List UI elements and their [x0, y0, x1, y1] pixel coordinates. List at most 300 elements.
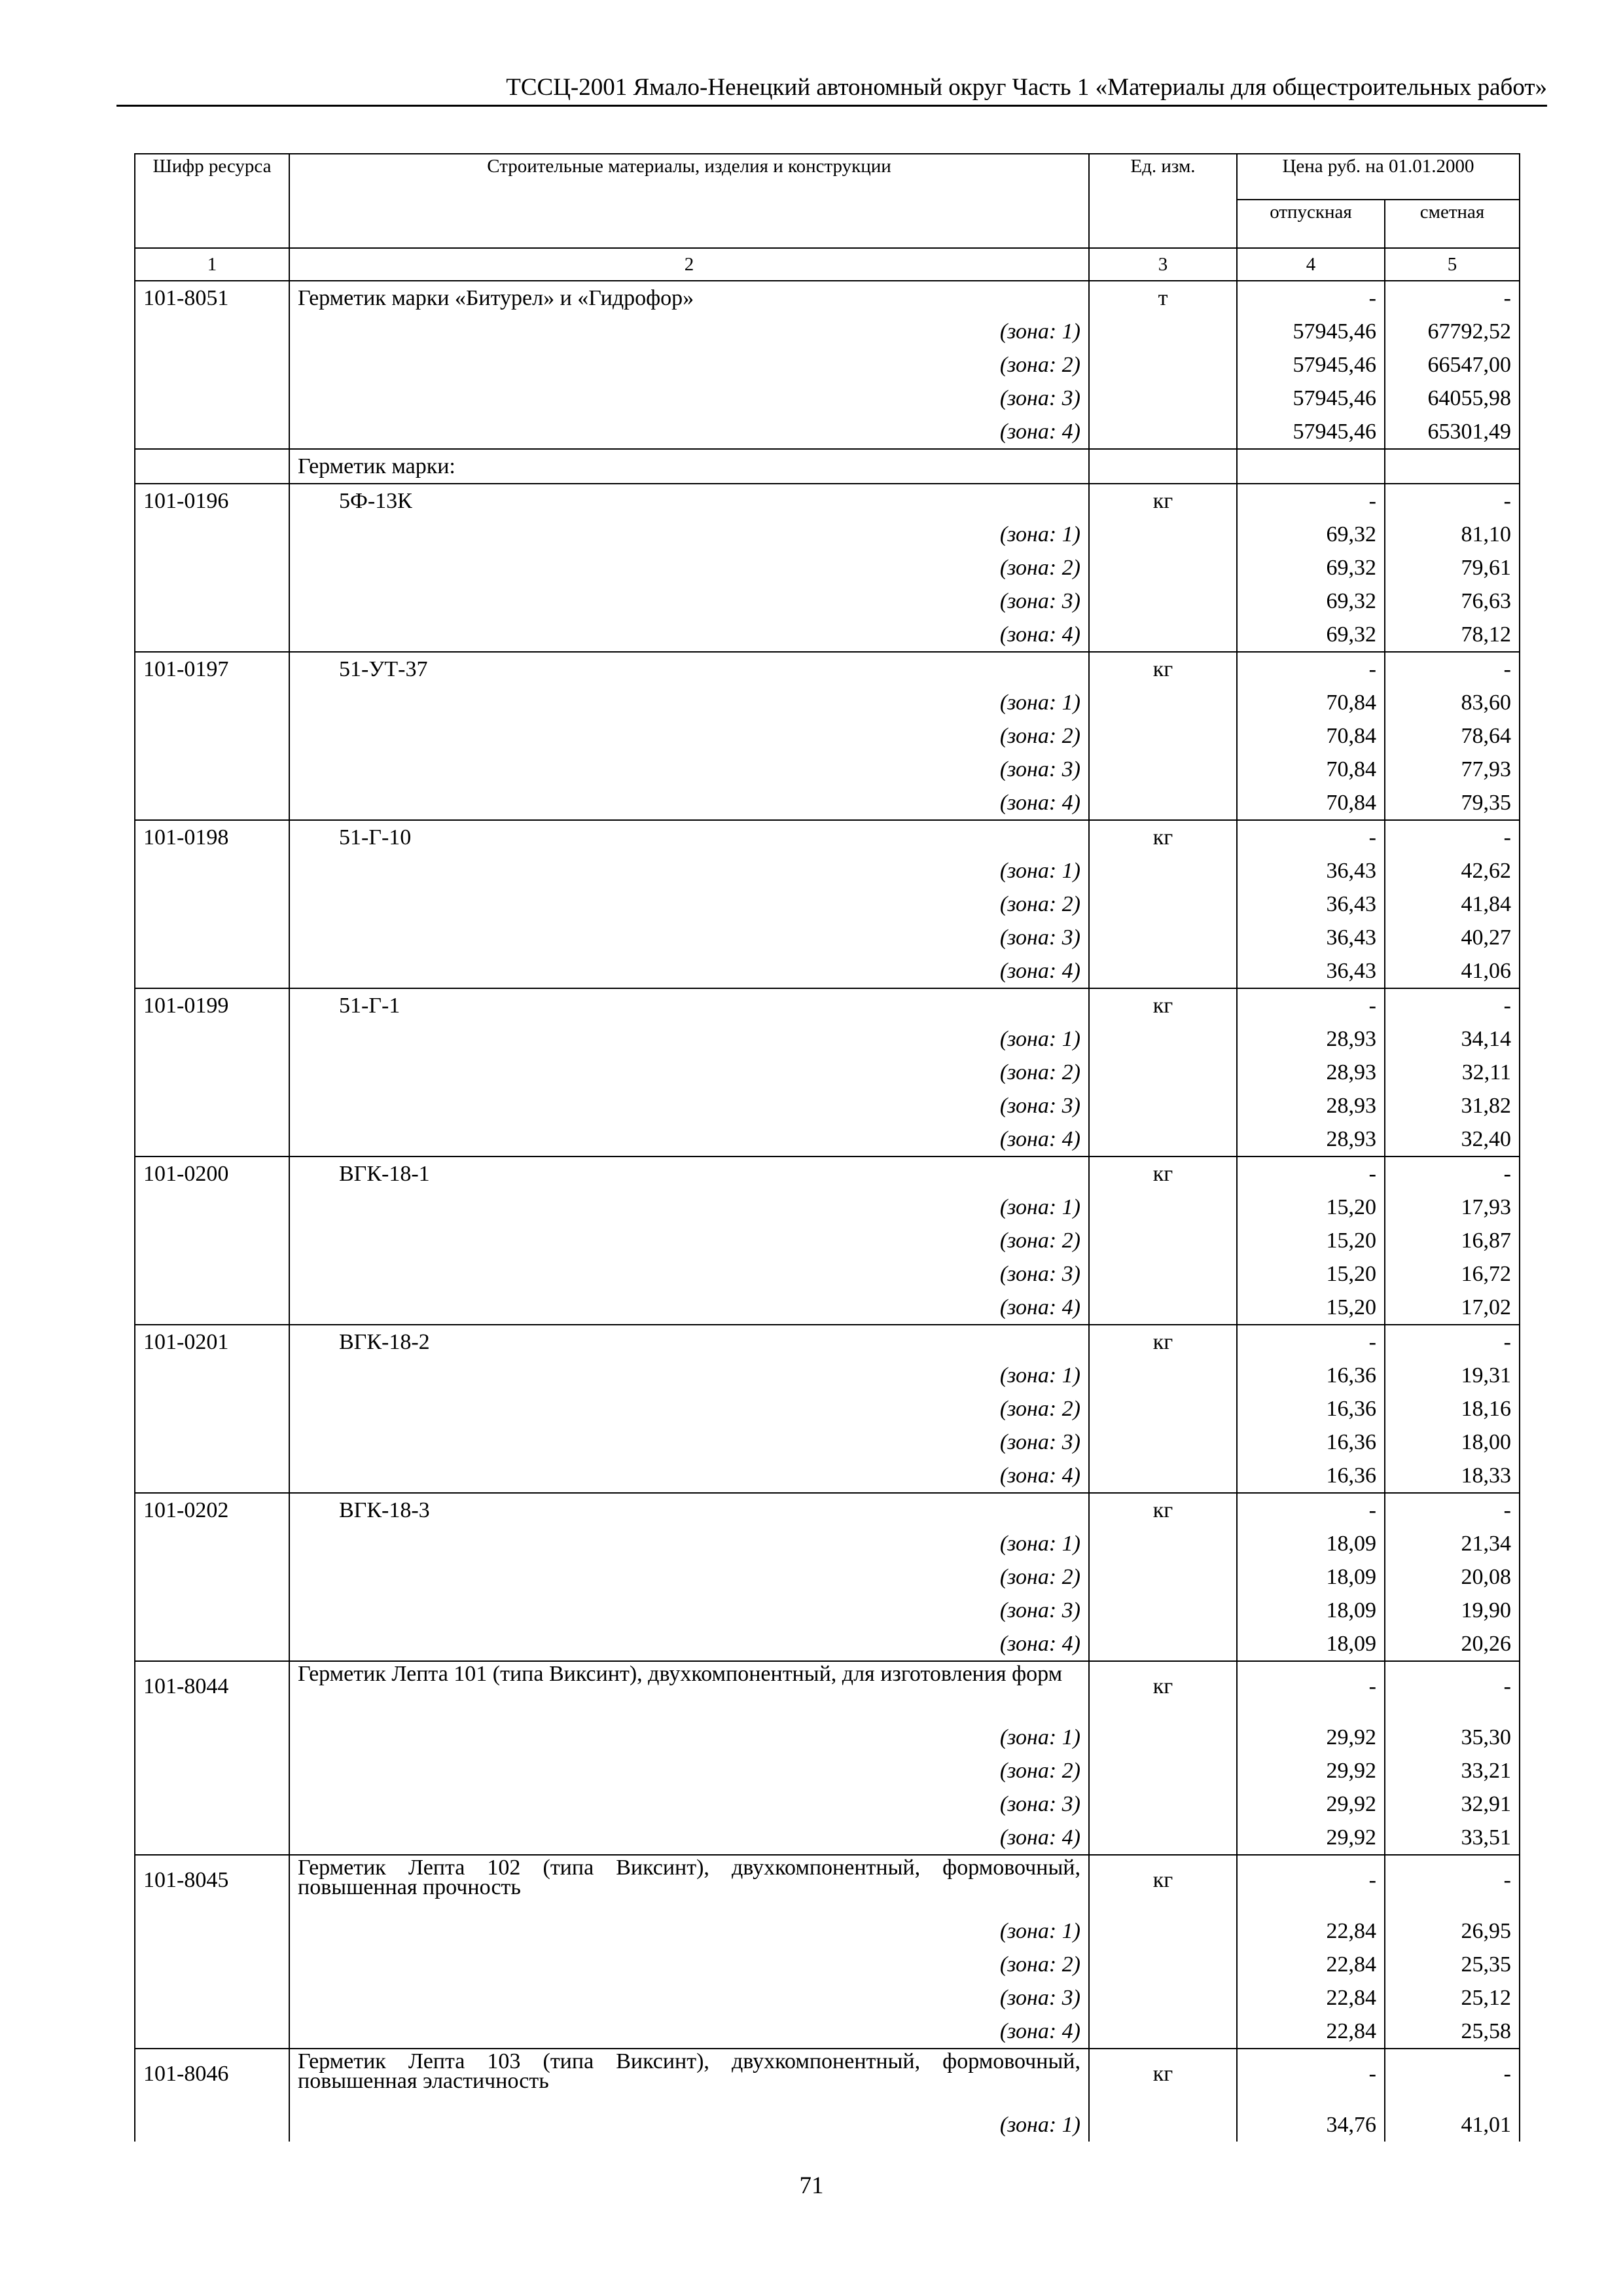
estimate-price: 33,21 — [1385, 1754, 1520, 1787]
unit — [1089, 1022, 1237, 1056]
estimate-price: 18,16 — [1385, 1392, 1520, 1426]
unit — [1089, 753, 1237, 786]
release-price: 18,09 — [1237, 1560, 1385, 1594]
unit — [1089, 1914, 1237, 1948]
resource-code — [135, 2108, 289, 2142]
resource-code — [135, 753, 289, 786]
resource-code: 101-0198 — [135, 820, 289, 854]
zone-row — [135, 551, 1520, 584]
zone-row — [135, 1594, 1520, 1627]
unit: кг — [1089, 820, 1237, 854]
estimate-price: - — [1385, 820, 1520, 854]
table-header-row — [135, 154, 1520, 200]
unit — [1089, 1594, 1237, 1627]
zone-row — [135, 1527, 1520, 1560]
item-row — [135, 1493, 1520, 1527]
zone-label: (зона: 3) — [289, 921, 1089, 954]
zone-label: (зона: 4) — [289, 1459, 1089, 1493]
resource-code — [135, 1914, 289, 1948]
unit — [1089, 382, 1237, 415]
zone-label: (зона: 2) — [289, 1224, 1089, 1257]
zone-label: (зона: 1) — [289, 1191, 1089, 1224]
resource-code — [135, 1459, 289, 1493]
unit: т — [1089, 281, 1237, 315]
unit — [1089, 2015, 1237, 2049]
item-row — [135, 988, 1520, 1022]
release-price: 22,84 — [1237, 2015, 1385, 2049]
unit — [1089, 1359, 1237, 1392]
unit — [1089, 584, 1237, 618]
estimate-price: 21,34 — [1385, 1527, 1520, 1560]
column-number: 4 — [1237, 248, 1385, 281]
release-price: - — [1237, 652, 1385, 686]
zone-row — [135, 382, 1520, 415]
material-name: 5Ф-13К — [289, 484, 1089, 518]
resource-code — [135, 1787, 289, 1821]
resource-code — [135, 382, 289, 415]
zone-label: (зона: 3) — [289, 1787, 1089, 1821]
resource-code: 101-0196 — [135, 484, 289, 518]
zone-row — [135, 1914, 1520, 1948]
material-name: ВГК-18-3 — [289, 1493, 1089, 1527]
item-row — [135, 1661, 1520, 1721]
unit — [1089, 1191, 1237, 1224]
resource-code: 101-8045 — [135, 1855, 289, 1914]
table-body — [135, 281, 1520, 2142]
resource-code — [135, 518, 289, 551]
estimate-price: 35,30 — [1385, 1721, 1520, 1754]
release-price: 57945,46 — [1237, 315, 1385, 348]
unit — [1089, 1981, 1237, 2015]
resource-code: 101-0197 — [135, 652, 289, 686]
resource-code — [135, 1560, 289, 1594]
release-price: 29,92 — [1237, 1721, 1385, 1754]
zone-label: (зона: 2) — [289, 1948, 1089, 1981]
zone-row — [135, 1122, 1520, 1157]
zone-label: (зона: 1) — [289, 1721, 1089, 1754]
unit — [1089, 1560, 1237, 1594]
item-row — [135, 1325, 1520, 1359]
zone-row — [135, 415, 1520, 449]
unit — [1089, 786, 1237, 820]
zone-label: (зона: 2) — [289, 1392, 1089, 1426]
release-price: 29,92 — [1237, 1754, 1385, 1787]
zone-label: (зона: 1) — [289, 686, 1089, 719]
header-price-estimate: сметная — [1385, 200, 1520, 248]
zone-row — [135, 1754, 1520, 1787]
zone-row — [135, 518, 1520, 551]
resource-code — [135, 1754, 289, 1787]
unit — [1089, 1721, 1237, 1754]
zone-row — [135, 719, 1520, 753]
zone-label: (зона: 3) — [289, 1257, 1089, 1291]
release-price: 28,93 — [1237, 1056, 1385, 1089]
release-price: 57945,46 — [1237, 382, 1385, 415]
release-price: 69,32 — [1237, 584, 1385, 618]
estimate-price: 16,87 — [1385, 1224, 1520, 1257]
unit — [1089, 686, 1237, 719]
resource-code — [135, 449, 289, 484]
column-number: 2 — [289, 248, 1089, 281]
resource-code — [135, 954, 289, 988]
zone-row — [135, 1981, 1520, 2015]
estimate-price: - — [1385, 1325, 1520, 1359]
zone-label: (зона: 2) — [289, 348, 1089, 382]
release-price: 36,43 — [1237, 954, 1385, 988]
zone-label: (зона: 1) — [289, 518, 1089, 551]
estimate-price: 26,95 — [1385, 1914, 1520, 1948]
release-price: 15,20 — [1237, 1291, 1385, 1325]
unit — [1089, 1787, 1237, 1821]
zone-row — [135, 1056, 1520, 1089]
unit — [1089, 1122, 1237, 1157]
header-name: Строительные материалы, изделия и конструкции — [289, 154, 1089, 248]
estimate-price: - — [1385, 1493, 1520, 1527]
resource-code — [135, 348, 289, 382]
resource-code: 101-0199 — [135, 988, 289, 1022]
estimate-price: 18,33 — [1385, 1459, 1520, 1493]
estimate-price: 67792,52 — [1385, 315, 1520, 348]
zone-row — [135, 2015, 1520, 2049]
zone-label: (зона: 4) — [289, 2015, 1089, 2049]
zone-row — [135, 1224, 1520, 1257]
resource-code — [135, 686, 289, 719]
resource-code — [135, 1948, 289, 1981]
release-price: 18,09 — [1237, 1627, 1385, 1661]
release-price: - — [1237, 281, 1385, 315]
zone-row — [135, 854, 1520, 888]
release-price: 28,93 — [1237, 1022, 1385, 1056]
unit — [1089, 1089, 1237, 1122]
zone-label: (зона: 1) — [289, 854, 1089, 888]
release-price: - — [1237, 988, 1385, 1022]
unit — [1089, 1257, 1237, 1291]
estimate-price: 17,02 — [1385, 1291, 1520, 1325]
unit — [1089, 1527, 1237, 1560]
header-code: Шифр ресурса — [135, 154, 289, 248]
resource-code — [135, 1627, 289, 1661]
estimate-price: 64055,98 — [1385, 382, 1520, 415]
header-price-group: Цена руб. на 01.01.2000 — [1237, 154, 1520, 200]
resource-code — [135, 2015, 289, 2049]
price-table — [134, 153, 1520, 2142]
resource-code: 101-0200 — [135, 1157, 289, 1191]
zone-row — [135, 584, 1520, 618]
resource-code — [135, 1594, 289, 1627]
estimate-price: 41,84 — [1385, 888, 1520, 921]
zone-row — [135, 1359, 1520, 1392]
release-price: 36,43 — [1237, 921, 1385, 954]
column-number-row — [135, 248, 1520, 281]
group-row — [135, 449, 1520, 484]
unit — [1089, 1459, 1237, 1493]
zone-label: (зона: 2) — [289, 551, 1089, 584]
estimate-price: 31,82 — [1385, 1089, 1520, 1122]
unit — [1089, 1224, 1237, 1257]
release-price: 18,09 — [1237, 1594, 1385, 1627]
zone-label: (зона: 4) — [289, 618, 1089, 652]
estimate-price: 42,62 — [1385, 854, 1520, 888]
zone-label: (зона: 2) — [289, 1056, 1089, 1089]
release-price: 34,76 — [1237, 2108, 1385, 2142]
zone-row — [135, 1948, 1520, 1981]
estimate-price: 41,06 — [1385, 954, 1520, 988]
release-price: - — [1237, 1325, 1385, 1359]
release-price: 28,93 — [1237, 1122, 1385, 1157]
estimate-price: - — [1385, 652, 1520, 686]
release-price: - — [1237, 1493, 1385, 1527]
zone-label: (зона: 3) — [289, 753, 1089, 786]
resource-code — [135, 1527, 289, 1560]
release-price: 57945,46 — [1237, 415, 1385, 449]
material-name: Герметик марки «Битурел» и «Гидрофор» — [289, 281, 1089, 315]
unit: кг — [1089, 484, 1237, 518]
estimate-price: 79,61 — [1385, 551, 1520, 584]
unit: кг — [1089, 1157, 1237, 1191]
item-row — [135, 281, 1520, 315]
release-price: - — [1237, 820, 1385, 854]
release-price: 16,36 — [1237, 1359, 1385, 1392]
release-price: 36,43 — [1237, 888, 1385, 921]
release-price: 70,84 — [1237, 786, 1385, 820]
column-number: 5 — [1385, 248, 1520, 281]
estimate-price: - — [1385, 988, 1520, 1022]
unit — [1089, 1627, 1237, 1661]
estimate-price: 65301,49 — [1385, 415, 1520, 449]
resource-code: 101-8046 — [135, 2049, 289, 2108]
resource-code — [135, 415, 289, 449]
zone-label: (зона: 3) — [289, 584, 1089, 618]
resource-code — [135, 1191, 289, 1224]
estimate-price: 81,10 — [1385, 518, 1520, 551]
estimate-price: 76,63 — [1385, 584, 1520, 618]
unit — [1089, 1821, 1237, 1855]
estimate-price: 25,12 — [1385, 1981, 1520, 2015]
zone-label: (зона: 4) — [289, 1627, 1089, 1661]
material-name: ВГК-18-2 — [289, 1325, 1089, 1359]
release-price: 28,93 — [1237, 1089, 1385, 1122]
zone-label: (зона: 4) — [289, 954, 1089, 988]
zone-row — [135, 753, 1520, 786]
header-price-release: отпускная — [1237, 200, 1385, 248]
unit: кг — [1089, 2049, 1237, 2108]
resource-code — [135, 1122, 289, 1157]
unit: кг — [1089, 1493, 1237, 1527]
zone-row — [135, 618, 1520, 652]
zone-label: (зона: 2) — [289, 888, 1089, 921]
resource-code — [135, 1224, 289, 1257]
zone-label: (зона: 3) — [289, 1594, 1089, 1627]
resource-code — [135, 315, 289, 348]
item-row — [135, 484, 1520, 518]
unit — [1089, 1392, 1237, 1426]
material-name: Герметик Лепта 101 (типа Виксинт), двухкомпонентный, для изготовления форм — [289, 1661, 1089, 1721]
resource-code: 101-0201 — [135, 1325, 289, 1359]
release-price — [1237, 449, 1385, 484]
item-row — [135, 2049, 1520, 2108]
release-price: 69,32 — [1237, 551, 1385, 584]
zone-label: (зона: 3) — [289, 1981, 1089, 2015]
estimate-price: 32,91 — [1385, 1787, 1520, 1821]
zone-row — [135, 1089, 1520, 1122]
estimate-price: - — [1385, 484, 1520, 518]
release-price: 57945,46 — [1237, 348, 1385, 382]
zone-row — [135, 921, 1520, 954]
release-price: - — [1237, 1855, 1385, 1914]
zone-row — [135, 1022, 1520, 1056]
release-price: 22,84 — [1237, 1914, 1385, 1948]
resource-code — [135, 786, 289, 820]
unit: кг — [1089, 1325, 1237, 1359]
resource-code — [135, 1056, 289, 1089]
estimate-price: 40,27 — [1385, 921, 1520, 954]
estimate-price: - — [1385, 281, 1520, 315]
estimate-price: - — [1385, 1855, 1520, 1914]
estimate-price: 17,93 — [1385, 1191, 1520, 1224]
unit — [1089, 348, 1237, 382]
unit — [1089, 954, 1237, 988]
column-number: 3 — [1089, 248, 1237, 281]
running-header: ТССЦ-2001 Ямало-Ненецкий автономный округ Часть 1 «Материалы для общестроительных работ» — [506, 74, 1547, 101]
item-row — [135, 652, 1520, 686]
zone-label: (зона: 4) — [289, 1821, 1089, 1855]
unit — [1089, 719, 1237, 753]
unit — [1089, 449, 1237, 484]
zone-row — [135, 1721, 1520, 1754]
header-unit: Ед. изм. — [1089, 154, 1237, 248]
zone-label: (зона: 2) — [289, 719, 1089, 753]
zone-row — [135, 888, 1520, 921]
zone-label: (зона: 1) — [289, 315, 1089, 348]
release-price: - — [1237, 484, 1385, 518]
estimate-price: 32,40 — [1385, 1122, 1520, 1157]
zone-row — [135, 1560, 1520, 1594]
zone-label: (зона: 1) — [289, 1359, 1089, 1392]
unit — [1089, 1948, 1237, 1981]
material-name: 51-УТ-37 — [289, 652, 1089, 686]
unit: кг — [1089, 1855, 1237, 1914]
material-name: Герметик Лепта 102 (типа Виксинт), двухкомпонентный, формовочный, повышенная прочность — [289, 1855, 1089, 1914]
zone-label: (зона: 3) — [289, 1426, 1089, 1459]
resource-code — [135, 1392, 289, 1426]
release-price: 16,36 — [1237, 1426, 1385, 1459]
column-number: 1 — [135, 248, 289, 281]
resource-code — [135, 921, 289, 954]
zone-row — [135, 1787, 1520, 1821]
estimate-price: 66547,00 — [1385, 348, 1520, 382]
material-name: Герметик марки: — [289, 449, 1089, 484]
estimate-price: 32,11 — [1385, 1056, 1520, 1089]
zone-label: (зона: 1) — [289, 1527, 1089, 1560]
release-price: 70,84 — [1237, 719, 1385, 753]
estimate-price: 79,35 — [1385, 786, 1520, 820]
estimate-price: 20,08 — [1385, 1560, 1520, 1594]
resource-code: 101-8051 — [135, 281, 289, 315]
estimate-price: - — [1385, 1661, 1520, 1721]
estimate-price: 78,12 — [1385, 618, 1520, 652]
estimate-price: 77,93 — [1385, 753, 1520, 786]
zone-label: (зона: 4) — [289, 786, 1089, 820]
release-price: 70,84 — [1237, 753, 1385, 786]
estimate-price: 18,00 — [1385, 1426, 1520, 1459]
release-price: 22,84 — [1237, 1948, 1385, 1981]
zone-row — [135, 348, 1520, 382]
estimate-price: 19,90 — [1385, 1594, 1520, 1627]
resource-code — [135, 1089, 289, 1122]
zone-row — [135, 686, 1520, 719]
release-price: 22,84 — [1237, 1981, 1385, 2015]
release-price: 69,32 — [1237, 618, 1385, 652]
zone-row — [135, 786, 1520, 820]
unit: кг — [1089, 652, 1237, 686]
estimate-price: 33,51 — [1385, 1821, 1520, 1855]
release-price: 15,20 — [1237, 1257, 1385, 1291]
unit — [1089, 888, 1237, 921]
estimate-price: - — [1385, 1157, 1520, 1191]
resource-code — [135, 1721, 289, 1754]
resource-code — [135, 1821, 289, 1855]
zone-label: (зона: 2) — [289, 1754, 1089, 1787]
release-price: - — [1237, 2049, 1385, 2108]
release-price: 69,32 — [1237, 518, 1385, 551]
zone-row — [135, 954, 1520, 988]
zone-row — [135, 1291, 1520, 1325]
zone-row — [135, 1392, 1520, 1426]
estimate-price: 83,60 — [1385, 686, 1520, 719]
release-price: 15,20 — [1237, 1191, 1385, 1224]
release-price: 70,84 — [1237, 686, 1385, 719]
release-price: 36,43 — [1237, 854, 1385, 888]
unit: кг — [1089, 1661, 1237, 1721]
release-price: 16,36 — [1237, 1459, 1385, 1493]
header-rule — [116, 105, 1547, 107]
zone-row — [135, 1191, 1520, 1224]
page-number: 71 — [799, 2172, 824, 2199]
resource-code — [135, 1291, 289, 1325]
resource-code — [135, 719, 289, 753]
zone-label: (зона: 1) — [289, 1914, 1089, 1948]
unit — [1089, 518, 1237, 551]
zone-row — [135, 1459, 1520, 1493]
unit — [1089, 1056, 1237, 1089]
estimate-price: - — [1385, 2049, 1520, 2108]
zone-label: (зона: 4) — [289, 415, 1089, 449]
unit — [1089, 1754, 1237, 1787]
zone-label: (зона: 2) — [289, 1560, 1089, 1594]
material-name: ВГК-18-1 — [289, 1157, 1089, 1191]
zone-row — [135, 1257, 1520, 1291]
resource-code — [135, 854, 289, 888]
estimate-price: 41,01 — [1385, 2108, 1520, 2142]
resource-code: 101-0202 — [135, 1493, 289, 1527]
resource-code — [135, 618, 289, 652]
release-price: 15,20 — [1237, 1224, 1385, 1257]
estimate-price: 19,31 — [1385, 1359, 1520, 1392]
zone-row — [135, 1627, 1520, 1661]
unit — [1089, 1426, 1237, 1459]
item-row — [135, 1157, 1520, 1191]
zone-row — [135, 1821, 1520, 1855]
unit — [1089, 921, 1237, 954]
estimate-price: 34,14 — [1385, 1022, 1520, 1056]
resource-code — [135, 551, 289, 584]
resource-code: 101-8044 — [135, 1661, 289, 1721]
unit — [1089, 1291, 1237, 1325]
release-price: 29,92 — [1237, 1787, 1385, 1821]
material-name: 51-Г-1 — [289, 988, 1089, 1022]
release-price: - — [1237, 1157, 1385, 1191]
resource-code — [135, 1981, 289, 2015]
